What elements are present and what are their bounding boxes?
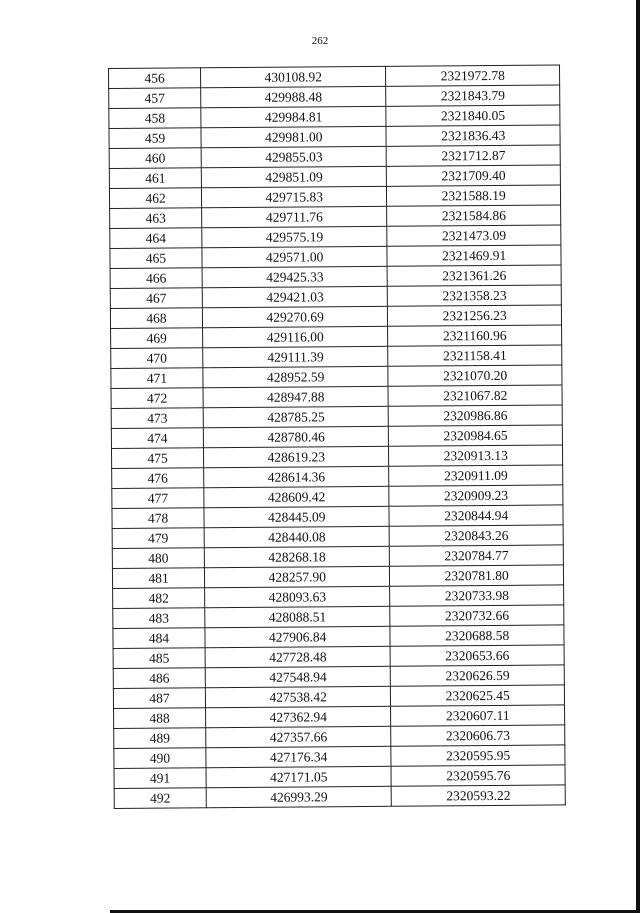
table-row xyxy=(113,645,564,669)
x-coordinate-cell: 427728.48 xyxy=(205,646,390,667)
point-number-cell: 456 xyxy=(109,68,201,89)
y-coordinate-cell: 2320784.77 xyxy=(390,545,564,566)
point-number-cell: 467 xyxy=(110,288,202,309)
y-coordinate-cell: 2320911.09 xyxy=(389,465,563,486)
table-row xyxy=(112,505,563,529)
x-coordinate-cell: 429116.00 xyxy=(203,326,388,347)
x-coordinate-cell: 428268.18 xyxy=(204,546,389,567)
x-coordinate-cell: 430108.92 xyxy=(201,66,386,87)
y-coordinate-cell: 2320606.73 xyxy=(391,725,565,746)
point-number-cell: 461 xyxy=(109,168,201,189)
point-number-cell: 488 xyxy=(114,708,206,729)
x-coordinate-cell: 427176.34 xyxy=(206,746,391,767)
point-number-cell: 471 xyxy=(111,368,203,389)
y-coordinate-cell: 2321158.41 xyxy=(388,345,562,366)
point-number-cell: 482 xyxy=(113,588,205,609)
x-coordinate-cell: 426993.29 xyxy=(206,786,391,807)
table-row xyxy=(109,105,560,129)
table-row xyxy=(111,425,562,449)
table-row xyxy=(112,465,563,489)
table-row xyxy=(111,325,562,349)
x-coordinate-cell: 428947.88 xyxy=(203,386,388,407)
table-row xyxy=(112,485,563,509)
y-coordinate-cell: 2320595.76 xyxy=(391,765,565,786)
y-coordinate-cell: 2321836.43 xyxy=(386,125,560,146)
table-row xyxy=(114,765,565,789)
table-row xyxy=(109,185,560,209)
y-coordinate-cell: 2321584.86 xyxy=(387,205,561,226)
y-coordinate-cell: 2321473.09 xyxy=(387,225,561,246)
y-coordinate-cell: 2320626.59 xyxy=(391,665,565,686)
y-coordinate-cell: 2320732.66 xyxy=(390,605,564,626)
point-number-cell: 491 xyxy=(114,768,206,789)
table-row xyxy=(111,445,562,469)
y-coordinate-cell: 2321712.87 xyxy=(387,145,561,166)
table-row xyxy=(110,205,561,229)
table-row xyxy=(113,665,564,689)
x-coordinate-cell: 429855.03 xyxy=(201,146,386,167)
x-coordinate-cell: 429981.00 xyxy=(201,126,386,147)
table-row xyxy=(109,85,560,109)
table-row xyxy=(110,245,561,269)
y-coordinate-cell: 2320984.65 xyxy=(389,425,563,446)
point-number-cell: 459 xyxy=(109,128,201,149)
x-coordinate-cell: 429111.39 xyxy=(203,346,388,367)
point-number-cell: 462 xyxy=(109,188,201,209)
x-coordinate-cell: 429270.69 xyxy=(202,306,387,327)
point-number-cell: 470 xyxy=(111,348,203,369)
x-coordinate-cell: 429425.33 xyxy=(202,266,387,287)
y-coordinate-cell: 2320625.45 xyxy=(391,685,565,706)
point-number-cell: 489 xyxy=(114,728,206,749)
y-coordinate-cell: 2321358.23 xyxy=(388,285,562,306)
point-number-cell: 486 xyxy=(113,668,205,689)
table-row xyxy=(110,225,561,249)
y-coordinate-cell: 2320688.58 xyxy=(390,625,564,646)
y-coordinate-cell: 2321588.19 xyxy=(387,185,561,206)
y-coordinate-cell: 2321972.78 xyxy=(386,65,560,86)
table-row xyxy=(113,625,564,649)
point-number-cell: 469 xyxy=(111,328,203,349)
y-coordinate-cell: 2321709.40 xyxy=(387,165,561,186)
table-row xyxy=(111,365,562,389)
coordinate-table-body xyxy=(109,65,566,809)
table-row xyxy=(114,705,565,729)
x-coordinate-cell: 429988.48 xyxy=(201,86,386,107)
y-coordinate-cell: 2321840.05 xyxy=(386,105,560,126)
table-row xyxy=(113,585,564,609)
x-coordinate-cell: 428609.42 xyxy=(204,486,389,507)
y-coordinate-cell: 2320986.86 xyxy=(389,405,563,426)
x-coordinate-cell: 429851.09 xyxy=(201,166,386,187)
point-number-cell: 475 xyxy=(111,448,203,469)
point-number-cell: 478 xyxy=(112,508,204,529)
point-number-cell: 483 xyxy=(113,608,205,629)
table-row xyxy=(109,165,560,189)
point-number-cell: 464 xyxy=(110,228,202,249)
table-row xyxy=(111,385,562,409)
table-row xyxy=(109,125,560,149)
x-coordinate-cell: 427548.94 xyxy=(205,666,390,687)
y-coordinate-cell: 2320909.23 xyxy=(389,485,563,506)
x-coordinate-cell: 428614.36 xyxy=(204,466,389,487)
table-row xyxy=(111,345,562,369)
x-coordinate-cell: 428093.63 xyxy=(205,586,390,607)
point-number-cell: 490 xyxy=(114,748,206,769)
table-row xyxy=(114,725,565,749)
x-coordinate-cell: 427906.84 xyxy=(205,626,390,647)
point-number-cell: 476 xyxy=(112,468,204,489)
table-row xyxy=(113,685,564,709)
point-number-cell: 457 xyxy=(109,88,201,109)
y-coordinate-cell: 2320844.94 xyxy=(389,505,563,526)
y-coordinate-cell: 2320607.11 xyxy=(391,705,565,726)
table-row xyxy=(112,565,563,589)
point-number-cell: 480 xyxy=(112,548,204,569)
table-row xyxy=(112,545,563,569)
y-coordinate-cell: 2320913.13 xyxy=(389,445,563,466)
y-coordinate-cell: 2321256.23 xyxy=(388,305,562,326)
y-coordinate-cell: 2321160.96 xyxy=(388,325,562,346)
table-row xyxy=(110,305,561,329)
x-coordinate-cell: 428440.08 xyxy=(204,526,389,547)
x-coordinate-cell: 428785.25 xyxy=(203,406,388,427)
y-coordinate-cell: 2320781.80 xyxy=(390,565,564,586)
y-coordinate-cell: 2320593.22 xyxy=(392,785,566,806)
point-number-cell: 481 xyxy=(112,568,204,589)
point-number-cell: 473 xyxy=(111,408,203,429)
x-coordinate-cell: 428780.46 xyxy=(203,426,388,447)
x-coordinate-cell: 429575.19 xyxy=(202,226,387,247)
point-number-cell: 474 xyxy=(111,428,203,449)
point-number-cell: 463 xyxy=(110,208,202,229)
y-coordinate-cell: 2321070.20 xyxy=(388,365,562,386)
table-row xyxy=(110,285,561,309)
x-coordinate-cell: 429711.76 xyxy=(202,206,387,227)
x-coordinate-cell: 428257.90 xyxy=(204,566,389,587)
table-row xyxy=(109,145,560,169)
x-coordinate-cell: 428445.09 xyxy=(204,506,389,527)
y-coordinate-cell: 2321469.91 xyxy=(387,245,561,266)
point-number-cell: 484 xyxy=(113,628,205,649)
table-row xyxy=(112,525,563,549)
x-coordinate-cell: 429421.03 xyxy=(202,286,387,307)
x-coordinate-cell: 429984.81 xyxy=(201,106,386,127)
y-coordinate-cell: 2320595.95 xyxy=(391,745,565,766)
y-coordinate-cell: 2321361.26 xyxy=(387,265,561,286)
x-coordinate-cell: 427357.66 xyxy=(206,726,391,747)
point-number-cell: 465 xyxy=(110,248,202,269)
x-coordinate-cell: 427362.94 xyxy=(206,706,391,727)
point-number-cell: 458 xyxy=(109,108,201,129)
y-coordinate-cell: 2321067.82 xyxy=(388,385,562,406)
page-number: 262 xyxy=(311,35,329,47)
x-coordinate-cell: 428952.59 xyxy=(203,366,388,387)
x-coordinate-cell: 429571.00 xyxy=(202,246,387,267)
point-number-cell: 466 xyxy=(110,268,202,289)
coordinate-table xyxy=(108,64,566,809)
point-number-cell: 472 xyxy=(111,388,203,409)
x-coordinate-cell: 428619.23 xyxy=(204,446,389,467)
y-coordinate-cell: 2320653.66 xyxy=(390,645,564,666)
x-coordinate-cell: 429715.83 xyxy=(202,186,387,207)
point-number-cell: 487 xyxy=(113,688,205,709)
table-row xyxy=(109,65,560,89)
point-number-cell: 492 xyxy=(114,788,206,809)
x-coordinate-cell: 427171.05 xyxy=(206,766,391,787)
y-coordinate-cell: 2321843.79 xyxy=(386,85,560,106)
point-number-cell: 460 xyxy=(109,148,201,169)
scan-edge-right xyxy=(636,0,640,913)
table-row xyxy=(111,405,562,429)
table-row xyxy=(110,265,561,289)
point-number-cell: 468 xyxy=(110,308,202,329)
x-coordinate-cell: 427538.42 xyxy=(205,686,390,707)
y-coordinate-cell: 2320733.98 xyxy=(390,585,564,606)
table-row xyxy=(114,745,565,769)
table-row xyxy=(114,785,565,809)
y-coordinate-cell: 2320843.26 xyxy=(389,525,563,546)
table-row xyxy=(113,605,564,629)
point-number-cell: 477 xyxy=(112,488,204,509)
point-number-cell: 479 xyxy=(112,528,204,549)
x-coordinate-cell: 428088.51 xyxy=(205,606,390,627)
point-number-cell: 485 xyxy=(113,648,205,669)
